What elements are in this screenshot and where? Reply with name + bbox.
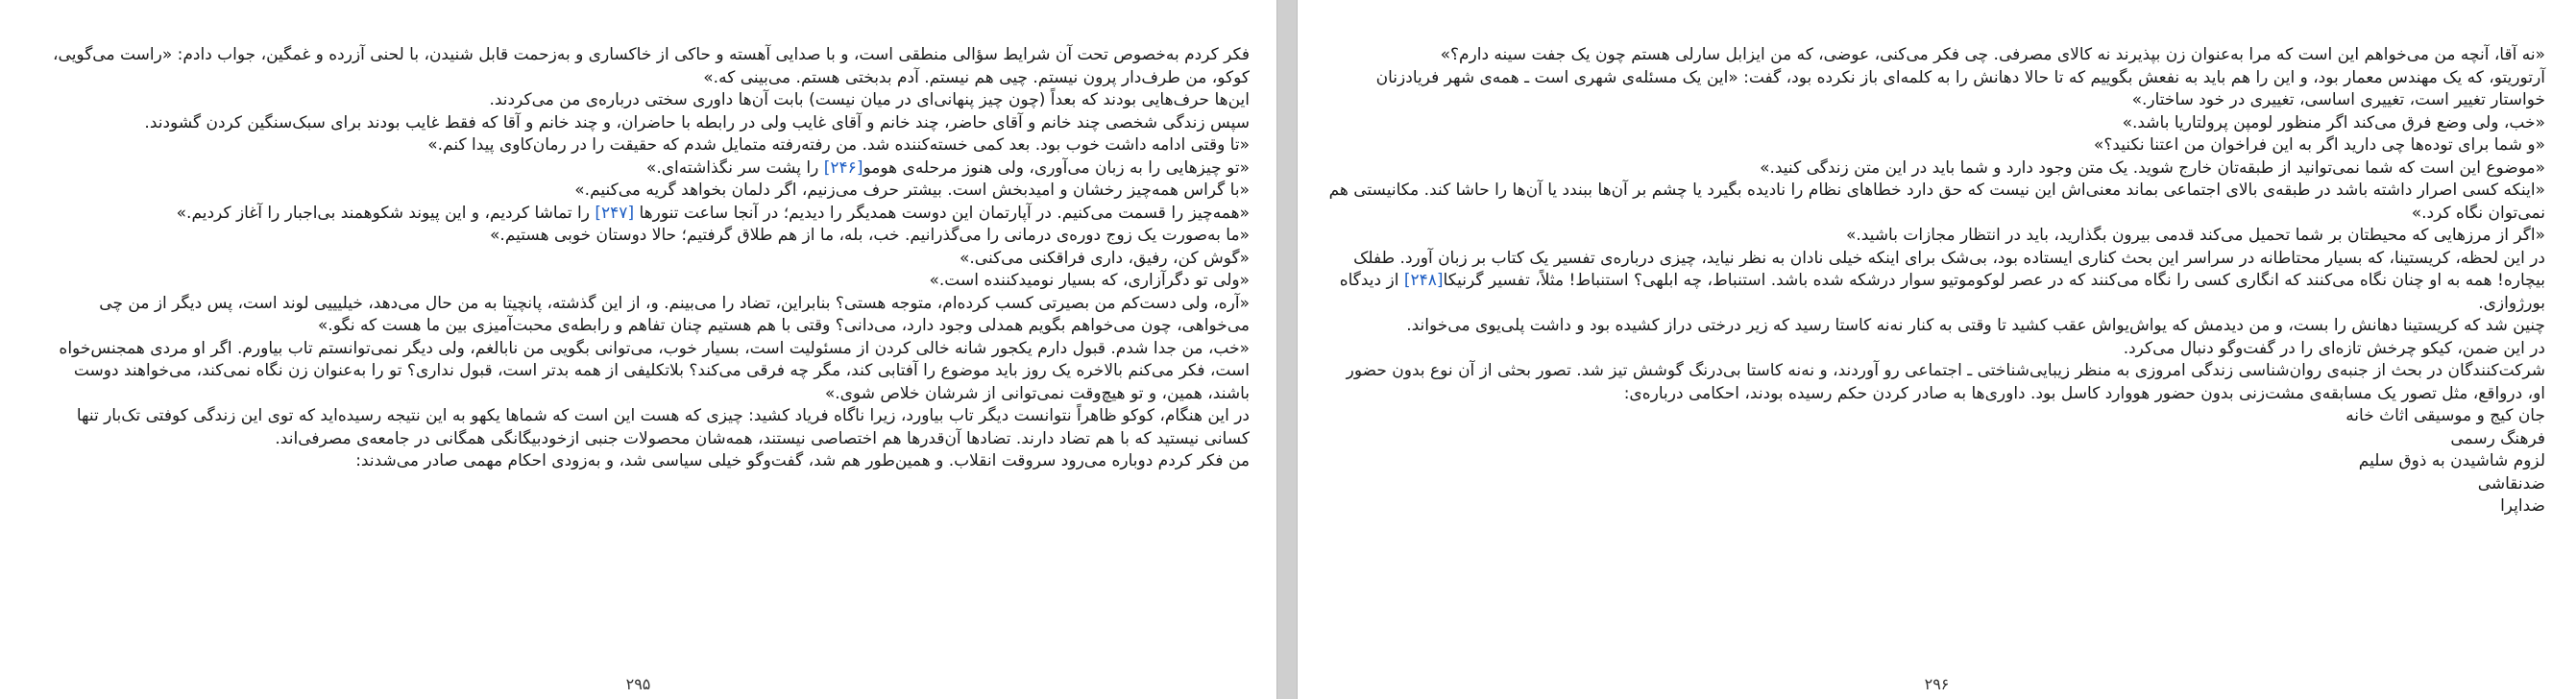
paragraph: «نه آقا، آنچه من می‌خواهم این است که مرا به‌عنوان زن بپذیرند نه کالای مصرفی. چی فکر می‌کنی، عوضی، که من ایزابل سارلی هستم چون یک جفت سینه دارم؟»: [1440, 45, 2545, 64]
footnote-link[interactable]: [۲۴۷]: [595, 203, 635, 223]
paragraph: «موضوع این است که شما نمی‌توانید از طبقه‌تان خارج شوید. یک متن وجود دارد و شما باید در این متن زندگی کنید.»: [1760, 157, 2545, 178]
paragraph: سپس زندگی شخصی چند خانم و آقای حاضر، چند خانم و آقای غایب ولی در رابطه با حاضران، و چند خانم و آقا که فقط غایب بودند برای سبک‌سنگین کردن گشودند.: [144, 112, 1250, 133]
page-gutter: [1277, 0, 1297, 699]
right-page-text: [1326, 44, 2545, 518]
paragraph: [27, 203, 1250, 226]
paragraph: آرتوریتو، که یک مهندس معمار بود، و این را هم باید به نفعش بگوییم که تا حالا دهانش را به کلمه‌ای باز نکرده بود، گفت: «این یک مسئله‌ی شهری است ـ همه‌ی شهر فریادزنان خواستار تغییر است، تغییری اساسی، تغییری در خود ساختار.»: [1375, 67, 2545, 109]
paragraph: فکر کردم به‌خصوص تحت آن شرایط سؤالی منطقی است، و با صدایی آهسته و حاکی از خاکساری و به‌زحمت قابل شنیدن، با لحنی آزرده و غمگین، جواب دادم: «راست می‌گویی، کوکو، من طرف‌دار پرون نیستم. چیی هم نیستم. آدم بدبختی هستم. می‌بینی که.»: [53, 45, 1250, 87]
paragraph: این‌ها حرف‌هایی بودند که بعداً (چون چیز پنهانی‌ای در میان نیست) بابت آن‌ها داوری سختی درباره‌ی من می‌کردند.: [489, 90, 1250, 109]
list-item: ضدنقاشی: [2477, 473, 2545, 494]
right-page: [1297, 0, 2576, 699]
paragraph: «با گراس همه‌چیز رخشان و امیدبخش است. بیشتر حرف می‌زنیم، اگر دلمان بخواهد گریه می‌کنیم.»: [574, 181, 1250, 200]
paragraph: [27, 157, 1250, 181]
paragraph: «اینکه کسی اصرار داشته باشد در طبقه‌ی بالای اجتماعی بماند معنی‌اش این نیست که حق دارد خطاهای نظام را نادیده بگیرد یا چشم بر آن‌ها ببندد یا آن‌ها را حاشا کند. مکانیستی هم نمی‌توان نگاه کرد.»: [1328, 181, 2545, 223]
paragraph-text: «تو چیزهایی را به زبان می‌آوری، ولی هنوز مرحله‌ی هومو: [863, 157, 1250, 178]
paragraph: «ولی تو دگرآزاری، که بسیار نومیدکننده است.»: [929, 271, 1250, 290]
paragraph: در این ضمن، کیکو چرخش تازه‌ای را در گفت‌وگو دنبال می‌کرد.: [2123, 338, 2545, 358]
paragraph: «خب، من جدا شدم. قبول دارم یکجور شانه خالی کردن از مسئولیت است، بسیار خوب، می‌توانی بگویی من نابالغم، ولی دیگر نمی‌توانستم تاب بیاورم. اگر او مردی همجنس‌خواه است، فکر می‌کنم بالاخره یک روز باید موضوع را آفتابی کند، مگر چه فرقی می‌کند؟ بلاتکلیفی از همه بدتر است، قبول نداری؟ تو را به‌عنوان زن نگاه نمی‌کند، می‌خواهند دوست باشند، همین، و تو هیچ‌وقت نمی‌توانی از شرشان خلاص شوی.»: [59, 338, 1250, 403]
paragraph-text: از دیدگاه بورژوازی.: [1339, 271, 2545, 313]
paragraph: «ما به‌صورت یک زوج دوره‌ی درمانی را می‌گذرانیم. خب، بله، ما از هم طلاق گرفتیم؛ حالا دوستان خوبی هستیم.»: [490, 226, 1250, 245]
paragraph: چنین شد که کریستینا دهانش را بست، و من دیدمش که یواش‌یواش عقب کشید تا وقتی به کنار نه‌نه کاستا رسید که زیر درختی دراز کشیده بود و داشت پلی‌یوی می‌خواند.: [1406, 316, 2545, 335]
list-item: جان کیج و موسیقی اثاث خانه: [2345, 406, 2545, 425]
paragraph: «اگر از مرزهایی که محیطتان بر شما تحمیل می‌کند قدمی بیرون بگذارید، باید در انتظار مجازات باشید.»: [1845, 226, 2545, 245]
list-item: فرهنگ رسمی: [2450, 428, 2545, 448]
paragraph: «آره، ولی دست‌کم من بصیرتی کسب کرده‌ام، متوجه هستی؟ بنابراین، تضاد را می‌بینم. و، از این گذشته، پانچیتا به من حال می‌دهد، خیلیییی لوند است، پس دیگر از من چی می‌خواهی، چون می‌خواهم بگویم همدلی وجود دارد، می‌دانی؟ وقتی با هم هستیم چنان تفاهم و رابطه‌ی محبت‌آمیزی بین ما هست که نگو.»: [99, 293, 1250, 335]
left-page-text: [27, 44, 1250, 473]
paragraph: «و شما برای توده‌ها چی دارید اگر به این فراخوان من اعتنا نکنید؟»: [2093, 135, 2545, 155]
paragraph-text: در این لحظه، کریستینا، که بسیار محتاطانه در سراسر این بحث کناری ایستاده بود، بی‌شک برای اینکه خیلی نادان به نظر نیاید، چیزی درباره‌ی تفسیر یک کتاب بر زبان آورد. طفلک بیچاره! همه به او چنان نگاه می‌کنند که انگاری کسی را نگاه می‌کنند که در عصر لوکوموتیو سوار درشکه شده باشد. استنباط، چه ابلهی؟ استنباط! مثلاً، تفسیر گرنیکا: [1353, 248, 2545, 290]
paragraph: «خب، ولی وضع فرق می‌کند اگر منظور لومپن پرولتاریا باشد.»: [2122, 112, 2545, 133]
paragraph-text: «همه‌چیز را قسمت می‌کنیم. در آپارتمان این دوست همدیگر را دیدیم؛ در آنجا ساعت تنورها: [634, 203, 1250, 223]
paragraph: من فکر کردم دوباره می‌رود سروقت انقلاب. و همین‌طور هم شد، گفت‌وگو خیلی سیاسی شد، و به‌زودی احکام مهمی صادر می‌شدند:: [355, 451, 1250, 470]
footnote-link[interactable]: [۲۴۸]: [1403, 271, 1444, 290]
paragraph: در این هنگام، کوکو ظاهراً نتوانست دیگر تاب بیاورد، زیرا ناگاه فریاد کشید: چیزی که هست این است که شماها یکهو به این نتیجه رسیده‌اید که توی این زندگی کوفتی تک‌بار تنها کسانی نیستید که با هم تضاد دارند. تضادها آن‌قدرها هم اختصاصی نیستند، همه‌شان محصولات جنبی ازخودبیگانگی همگانی در جامعه‌ی مصرفی‌اند.: [76, 406, 1250, 448]
page-number: ۲۹۶: [1924, 675, 1950, 693]
list-item: لزوم شاشیدن به ذوق سلیم: [2358, 451, 2545, 470]
list-item: ضداپرا: [2500, 496, 2545, 516]
paragraph: [1326, 248, 2545, 316]
paragraph-text: را پشت سر نگذاشته‌ای.»: [645, 157, 824, 178]
paragraph: شرکت‌کنندگان در بحث از جنبه‌ی روان‌شناسی زندگی امروزی به منظر زیبایی‌شناختی ـ اجتماعی رو آوردند، و نه‌نه کاستا بی‌درنگ گوشش تیز شد. تصور بحثی از آن نوع بدون حضور او، درواقع، مثل تصور یک مسابقه‌ی مشت‌زنی بدون حضور هووارد کاسل بود. داوری‌ها به صادر کردن حکم رسیده بودند، احکامی درباره‌ی:: [1346, 361, 2545, 403]
paragraph-text: را تماشا کردیم، و این پیوند شکوهمند بی‌اجبار را آغاز کردیم.»: [176, 203, 595, 223]
footnote-link[interactable]: [۲۴۶]: [823, 157, 863, 178]
paragraph: «گوش کن، رفیق، داری فراقکنی می‌کنی.»: [959, 248, 1250, 268]
page-number: ۲۹۵: [625, 675, 651, 693]
left-page: [0, 0, 1277, 699]
paragraph: «تا وقتی ادامه داشت خوب بود. بعد کمی خسته‌کننده شد. من رفته‌رفته متمایل شدم که حقیقت را در رمان‌کاوی پیدا کنم.»: [427, 135, 1250, 155]
